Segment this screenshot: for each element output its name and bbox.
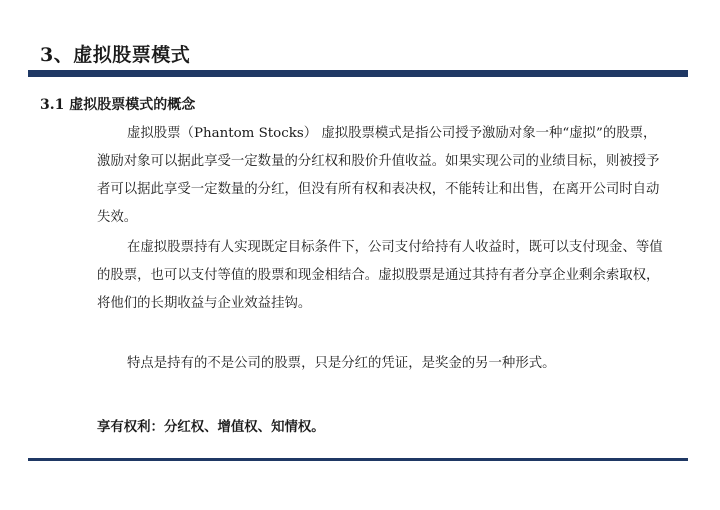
paragraph-payment: 在虚拟股票持有人实现既定目标条件下，公司支付给持有人收益时，既可以支付现金、等值的股票，也可以支付等值的股票和现金相结合。虚拟股票是通过其持有者分享企业剩余索取权，将他们的长期收益与企业效益挂钩。 (97, 240, 663, 311)
title-divider (28, 70, 688, 77)
bottom-divider (28, 458, 688, 461)
section-heading: 3.1 虚拟股票模式的概念 (40, 97, 196, 113)
slide-title: 3、虚拟股票模式 (40, 44, 191, 66)
rights-summary: 享有权利：分红权、增值权、知情权。 (97, 419, 325, 435)
paragraph-feature: 特点是持有的不是公司的股票，只是分红的凭证，是奖金的另一种形式。 (127, 356, 556, 371)
paragraph-definition: 虚拟股票（Phantom Stocks） 虚拟股票模式是指公司授予激励对象一种“虚拟”的股票，激励对象可以据此享受一定数量的分红权和股价升值收益。如果实现公司的业绩目标，则被授予者可以据此享受一定数量的分红，但没有所有权和表决权，不能转让和出售，在离开公司时自动失效。 (97, 126, 660, 225)
